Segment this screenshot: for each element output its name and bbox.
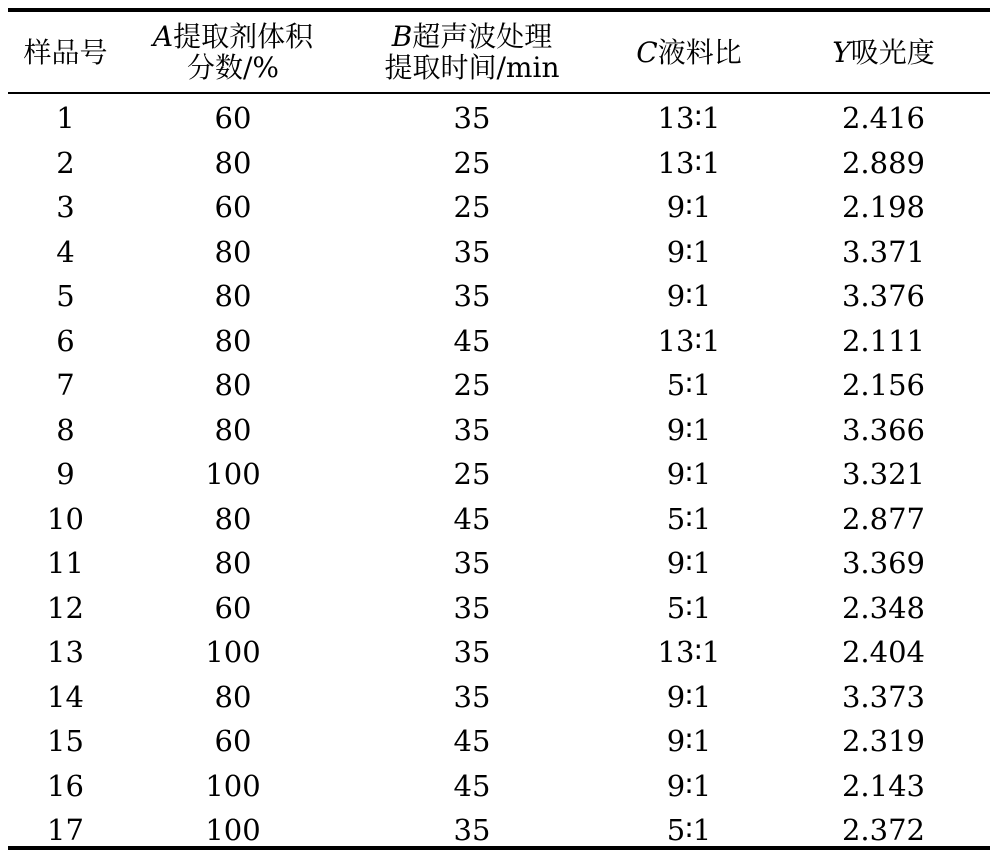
- table-row: [8, 586, 990, 631]
- cell-extractant-volume-fraction: 100: [205, 813, 261, 848]
- cell-extractant-volume-fraction: 80: [214, 679, 252, 714]
- cell-sample-number: 13: [47, 635, 84, 670]
- cell-liquid-solid-ratio: 5∶1: [666, 501, 712, 536]
- table-row: [8, 630, 990, 675]
- header-a-variable: A: [152, 20, 174, 53]
- header-sample-number: [8, 8, 123, 96]
- cell-extractant-volume-fraction: 80: [214, 234, 252, 269]
- header-b-variable: B: [391, 20, 413, 53]
- cell-extraction-time: 35: [453, 546, 491, 581]
- table-row: [8, 541, 990, 586]
- cell-extractant-volume-fraction: 80: [214, 412, 252, 447]
- header-c-variable: C: [636, 35, 658, 69]
- experiment-data-table: [8, 8, 990, 853]
- header-extractant-volume-fraction: [123, 8, 343, 96]
- header-absorbance: [777, 8, 990, 96]
- cell-extraction-time: 35: [453, 679, 491, 714]
- cell-absorbance: 3.373: [841, 679, 926, 714]
- cell-absorbance: 2.111: [841, 323, 926, 358]
- header-a-line1: 提取剂体积: [173, 20, 314, 53]
- header-liquid-solid-ratio: [601, 8, 777, 96]
- cell-extractant-volume-fraction: 60: [214, 101, 252, 136]
- cell-extractant-volume-fraction: 100: [205, 635, 261, 670]
- cell-liquid-solid-ratio: 5∶1: [666, 590, 712, 625]
- cell-liquid-solid-ratio: 13∶1: [657, 323, 721, 358]
- table-row: [8, 452, 990, 497]
- cell-absorbance: 2.877: [841, 501, 926, 536]
- cell-liquid-solid-ratio: 13∶1: [657, 101, 721, 136]
- cell-sample-number: 14: [47, 679, 84, 714]
- table-row: [8, 808, 990, 853]
- header-row: [8, 8, 990, 96]
- cell-extraction-time: 25: [453, 368, 491, 403]
- cell-extraction-time: 35: [453, 590, 491, 625]
- cell-extractant-volume-fraction: 100: [205, 768, 261, 803]
- cell-extraction-time: 35: [453, 635, 491, 670]
- cell-sample-number: 4: [56, 234, 75, 269]
- cell-sample-number: 10: [47, 501, 84, 536]
- cell-liquid-solid-ratio: 9∶1: [666, 679, 712, 714]
- header-b-line2: 提取时间/min: [384, 51, 560, 84]
- cell-liquid-solid-ratio: 9∶1: [666, 190, 712, 225]
- header-y-variable: Y: [832, 35, 851, 69]
- cell-extraction-time: 35: [453, 813, 491, 848]
- cell-extraction-time: 25: [453, 145, 491, 180]
- cell-extraction-time: 45: [453, 724, 491, 759]
- cell-extractant-volume-fraction: 80: [214, 501, 252, 536]
- cell-absorbance: 2.198: [841, 190, 926, 225]
- cell-absorbance: 2.319: [841, 724, 926, 759]
- cell-sample-number: 11: [47, 546, 84, 581]
- cell-liquid-solid-ratio: 9∶1: [666, 546, 712, 581]
- table-body: [8, 96, 990, 853]
- header-y-line1: 吸光度: [850, 35, 935, 69]
- header-c-line1: 液料比: [657, 35, 742, 69]
- table-row: [8, 363, 990, 408]
- cell-sample-number: 12: [47, 590, 84, 625]
- cell-absorbance: 2.156: [841, 368, 926, 403]
- cell-extractant-volume-fraction: 100: [205, 457, 261, 492]
- cell-absorbance: 2.404: [841, 635, 926, 670]
- cell-absorbance: 3.371: [841, 234, 926, 269]
- cell-extraction-time: 45: [453, 768, 491, 803]
- cell-absorbance: 3.366: [841, 412, 926, 447]
- cell-extractant-volume-fraction: 60: [214, 590, 252, 625]
- cell-sample-number: 8: [56, 412, 75, 447]
- header-ultrasonic-extraction-time: [343, 8, 601, 96]
- table-row: [8, 764, 990, 809]
- cell-extraction-time: 35: [453, 101, 491, 136]
- cell-liquid-solid-ratio: 9∶1: [666, 457, 712, 492]
- table-row: [8, 230, 990, 275]
- cell-absorbance: 2.372: [841, 813, 926, 848]
- cell-sample-number: 5: [56, 279, 75, 314]
- table-header: [8, 8, 990, 96]
- table-row: [8, 719, 990, 764]
- table-row: [8, 96, 990, 141]
- table-row: [8, 408, 990, 453]
- cell-extraction-time: 35: [453, 234, 491, 269]
- cell-absorbance: 3.369: [841, 546, 926, 581]
- cell-sample-number: 1: [56, 101, 75, 136]
- cell-liquid-solid-ratio: 13∶1: [657, 145, 721, 180]
- cell-extraction-time: 35: [453, 412, 491, 447]
- cell-extractant-volume-fraction: 80: [214, 368, 252, 403]
- cell-sample-number: 15: [47, 724, 84, 759]
- table-row: [8, 141, 990, 186]
- table-row: [8, 319, 990, 364]
- cell-sample-number: 7: [56, 368, 75, 403]
- cell-liquid-solid-ratio: 5∶1: [666, 368, 712, 403]
- table-row: [8, 274, 990, 319]
- cell-liquid-solid-ratio: 13∶1: [657, 635, 721, 670]
- cell-extractant-volume-fraction: 80: [214, 145, 252, 180]
- cell-extraction-time: 45: [453, 501, 491, 536]
- header-b-line1: 超声波处理: [412, 20, 553, 53]
- cell-extraction-time: 25: [453, 190, 491, 225]
- cell-sample-number: 9: [56, 457, 75, 492]
- cell-extractant-volume-fraction: 80: [214, 323, 252, 358]
- table-row: [8, 185, 990, 230]
- cell-extractant-volume-fraction: 80: [214, 279, 252, 314]
- cell-absorbance: 2.416: [841, 101, 926, 136]
- cell-liquid-solid-ratio: 5∶1: [666, 813, 712, 848]
- cell-liquid-solid-ratio: 9∶1: [666, 724, 712, 759]
- header-sample-label: 样品号: [23, 35, 108, 69]
- cell-liquid-solid-ratio: 9∶1: [666, 768, 712, 803]
- cell-absorbance: 2.348: [841, 590, 926, 625]
- cell-liquid-solid-ratio: 9∶1: [666, 279, 712, 314]
- cell-sample-number: 16: [47, 768, 84, 803]
- cell-sample-number: 17: [47, 813, 84, 848]
- cell-liquid-solid-ratio: 9∶1: [666, 234, 712, 269]
- table-row: [8, 497, 990, 542]
- cell-absorbance: 3.321: [841, 457, 926, 492]
- cell-absorbance: 2.889: [841, 145, 926, 180]
- cell-sample-number: 2: [56, 145, 75, 180]
- header-a-line2: 分数/%: [186, 51, 280, 84]
- cell-extraction-time: 45: [453, 323, 491, 358]
- cell-extraction-time: 35: [453, 279, 491, 314]
- cell-liquid-solid-ratio: 9∶1: [666, 412, 712, 447]
- cell-sample-number: 3: [56, 190, 75, 225]
- cell-extractant-volume-fraction: 60: [214, 190, 252, 225]
- cell-absorbance: 2.143: [841, 768, 926, 803]
- table-row: [8, 675, 990, 720]
- cell-absorbance: 3.376: [841, 279, 926, 314]
- cell-extractant-volume-fraction: 80: [214, 546, 252, 581]
- cell-sample-number: 6: [56, 323, 75, 358]
- cell-extraction-time: 25: [453, 457, 491, 492]
- cell-extractant-volume-fraction: 60: [214, 724, 252, 759]
